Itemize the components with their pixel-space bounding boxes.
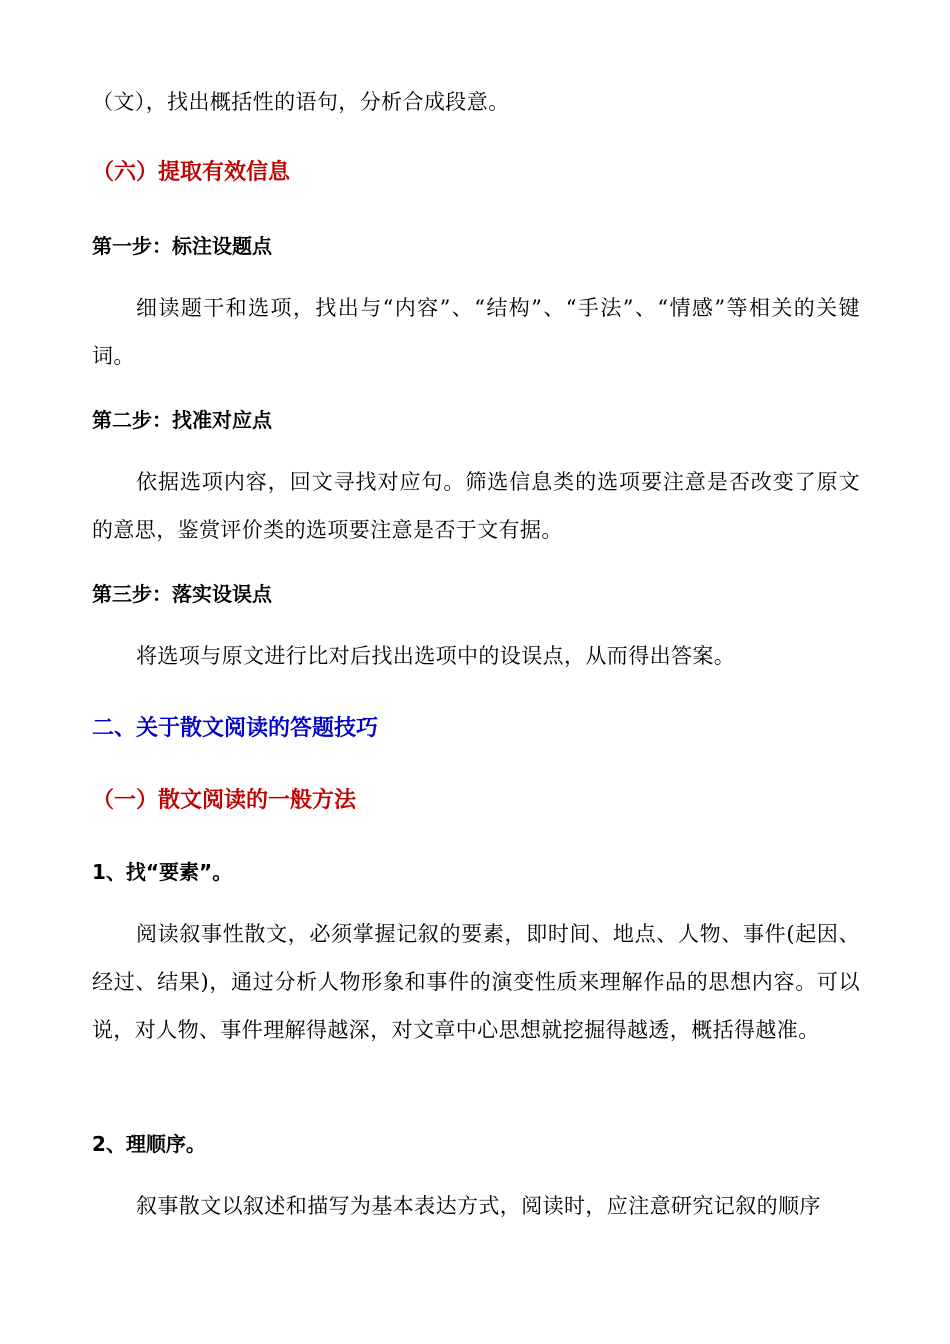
item-two-body: 叙事散文以叙述和描写为基本表达方式，阅读时，应注意研究记叙的顺序 — [136, 1194, 821, 1218]
heading-extract-information: （六）提取有效信息 — [92, 160, 291, 185]
item-two-title: 2、理顺序。 — [92, 1132, 206, 1156]
step-three-body: 将选项与原文进行比对后找出选项中的设误点，从而得出答案。 — [136, 644, 736, 668]
section-two-title: 二、关于散文阅读的答题技巧 — [92, 716, 379, 741]
subsection-one-title: （一）散文阅读的一般方法 — [92, 788, 357, 813]
step-three-title: 第三步：落实设误点 — [92, 582, 272, 606]
step-one-title: 第一步：标注设题点 — [92, 234, 272, 258]
step-two-body: 依据选项内容，回文寻找对应句。筛选信息类的选项要注意是否改变了原文的意思，鉴赏评价类的选项要注意是否于文有据。 — [92, 470, 860, 542]
item-one-title: 1、找“要素”。 — [92, 860, 233, 884]
item-one-body: 阅读叙事性散文，必须掌握记叙的要素，即时间、地点、人物、事件(起因、经过、结果)，通过分析人物形象和事件的演变性质来理解作品的思想内容。可以说，对人物、事件理解得越深，对文章中心思想就挖掘得越透，概括得越准。 — [92, 922, 860, 1042]
step-two-title: 第二步：找准对应点 — [92, 408, 272, 432]
paragraph-continuation: （文），找出概括性的语句，分析合成段意。 — [92, 90, 510, 114]
step-one-body: 细读题干和选项，找出与“内容”、“结构”、“手法”、“情感”等相关的关键词。 — [92, 296, 860, 368]
